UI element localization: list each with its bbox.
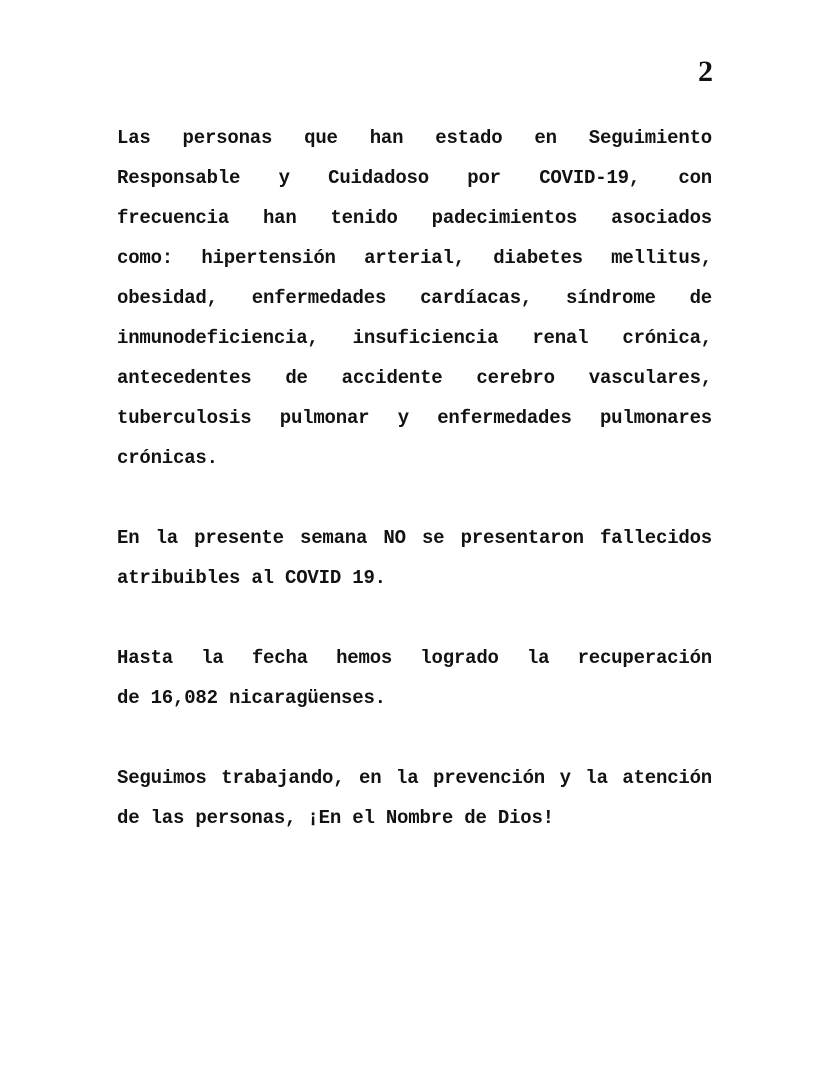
text-line: Responsable y Cuidadoso por COVID-19, con	[117, 167, 712, 189]
text-line: tuberculosis pulmonar y enfermedades pulmonares	[117, 407, 712, 429]
text-line: inmunodeficiencia, insuficiencia renal crónica,	[117, 327, 712, 349]
page-number: 2	[698, 55, 713, 88]
paragraph-recoveries	[117, 638, 712, 718]
text-line: de 16,082 nicaragüenses.	[117, 687, 386, 709]
paragraph-no-deaths	[117, 518, 712, 598]
document-body	[117, 118, 712, 878]
text-line: En la presente semana NO se presentaron fallecidos	[117, 527, 712, 549]
text-line: de las personas, ¡En el Nombre de Dios!	[117, 807, 554, 829]
text-line: Hasta la fecha hemos logrado la recuperación	[117, 647, 712, 669]
text-line: Seguimos trabajando, en la prevención y la atención	[117, 767, 712, 789]
paragraph-comorbidities	[117, 118, 712, 478]
text-line: frecuencia han tenido padecimientos asociados	[117, 207, 712, 229]
text-line: atribuibles al COVID 19.	[117, 567, 386, 589]
paragraph-closing	[117, 758, 712, 838]
text-line: como: hipertensión arterial, diabetes mellitus,	[117, 247, 712, 269]
text-line: Las personas que han estado en Seguimiento	[117, 127, 712, 149]
text-line: antecedentes de accidente cerebro vasculares,	[117, 367, 712, 389]
text-line: obesidad, enfermedades cardíacas, síndrome de	[117, 287, 712, 309]
text-line: crónicas.	[117, 447, 218, 469]
